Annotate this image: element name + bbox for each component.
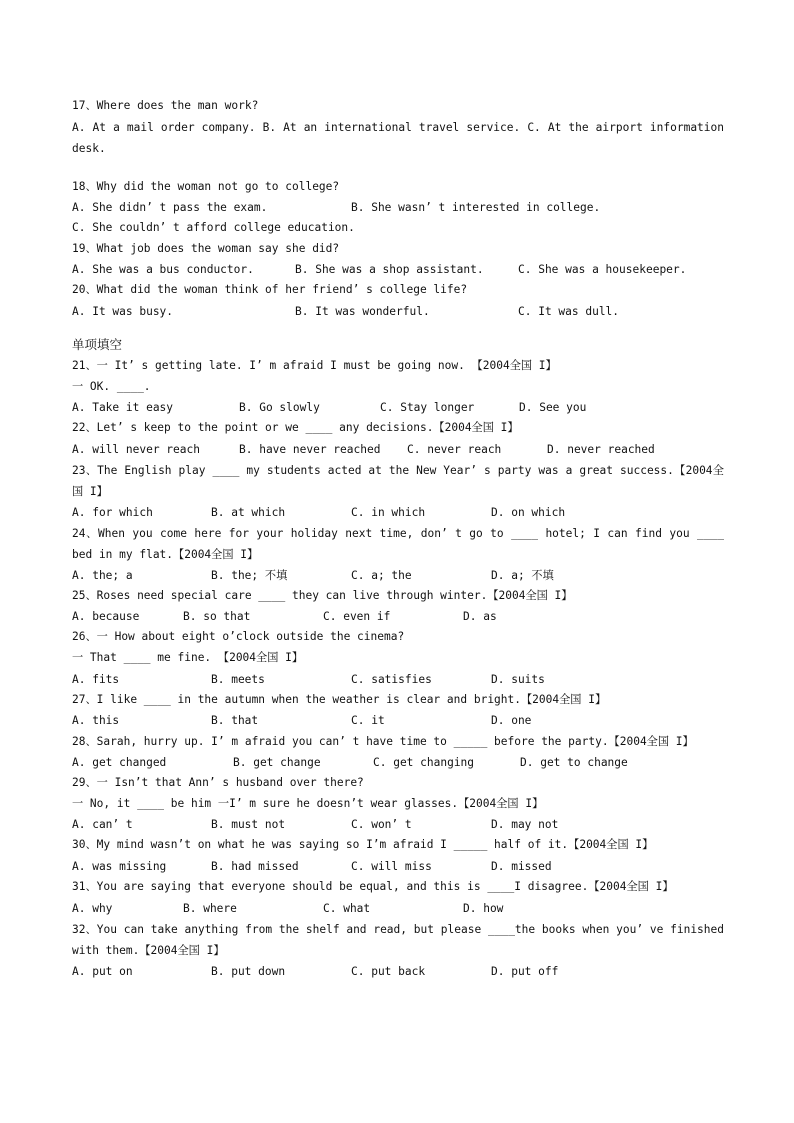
question-29-option-c: C. won’ t [351, 818, 412, 832]
question-31-option-c: C. what [323, 901, 371, 915]
question-21-option-a: A. Take it easy [72, 401, 174, 415]
question-25-option-d: D. as [463, 610, 497, 624]
question-30-option-b: B. had missed [211, 859, 299, 873]
question-17-options: A. At a mail order company. B. At an international travel service. C. At the airport information desk. [72, 120, 724, 155]
question-24-options [72, 565, 724, 586]
question-21-options [72, 397, 724, 418]
question-24-option-b: B. the; 不填 [211, 568, 288, 582]
question-25-options [72, 606, 724, 627]
question-32-option-b: B. put down [211, 964, 286, 978]
question-19-stem: 19、What job does the woman say she did? [72, 241, 340, 255]
question-28-stem: 28、Sarah, hurry up. I’ m afraid you can’ t have time to _____ before the party.【2004全国 I】 [72, 735, 694, 749]
question-27-option-d: D. one [491, 714, 532, 728]
question-30-stem: 30、My mind wasn’t on what he was saying so I’m afraid I _____ half of it.【2004全国 I】 [72, 838, 654, 852]
question-22-option-d: D. never reached [547, 442, 655, 456]
question-29-option-b: B. must not [211, 818, 286, 832]
question-28-option-a: A. get changed [72, 756, 167, 770]
question-26-option-c: C. satisfies [351, 672, 432, 686]
question-18-stem: 18、Why did the woman not go to college? [72, 179, 340, 193]
question-29-options [72, 814, 724, 835]
exam-page [72, 96, 724, 982]
question-26-options [72, 669, 724, 690]
question-31-option-a: A. why [72, 901, 113, 915]
question-21-option-d: D. See you [519, 401, 587, 415]
question-20-stem: 20、What did the woman think of her friend’ s college life? [72, 283, 468, 297]
question-29-response: 一 No, it ____ be him 一I’ m sure he doesn’t wear glasses.【2004全国 I】 [72, 796, 544, 810]
question-21-option-b: B. Go slowly [239, 401, 320, 415]
question-22-option-c: C. never reach [407, 442, 502, 456]
question-23-options [72, 502, 724, 523]
question-20-option-c: C. It was dull. [518, 304, 620, 318]
question-21-option-c: C. Stay longer [380, 401, 475, 415]
question-29-option-d: D. may not [491, 818, 559, 832]
question-32-option-c: C. put back [351, 964, 426, 978]
question-25-option-b: B. so that [183, 610, 251, 624]
question-26-option-b: B. meets [211, 672, 265, 686]
question-27-option-c: C. it [351, 714, 385, 728]
question-26-option-d: D. suits [491, 672, 545, 686]
question-30-option-d: D. missed [491, 859, 552, 873]
question-32-option-d: D. put off [491, 964, 559, 978]
question-27-option-b: B. that [211, 714, 259, 728]
question-29-stem: 29、一 Isn’t that Ann’ s husband over there? [72, 776, 364, 790]
question-22-stem: 22、Let’ s keep to the point or we ____ any decisions.【2004全国 I】 [72, 421, 519, 435]
question-26-stem: 26、一 How about eight o’clock outside the cinema? [72, 630, 405, 644]
question-28-option-d: D. get to change [520, 756, 628, 770]
question-22-option-a: A. will never reach [72, 442, 200, 456]
question-22-option-b: B. have never reached [239, 442, 381, 456]
question-31-options [72, 898, 724, 919]
question-19-option-c: C. She was a housekeeper. [518, 263, 687, 277]
question-19-option-b: B. She was a shop assistant. [295, 263, 484, 277]
question-28-option-c: C. get changing [373, 756, 475, 770]
question-30-option-c: C. will miss [351, 859, 432, 873]
question-30-options [72, 856, 724, 877]
question-27-stem: 27、I like ____ in the autumn when the weather is clear and bright.【2004全国 I】 [72, 692, 607, 706]
question-23-option-d: D. on which [491, 505, 566, 519]
question-20-option-b: B. It was wonderful. [295, 304, 430, 318]
question-21-stem: 21、一 It’ s getting late. I’ m afraid I must be going now. 【2004全国 I】 [72, 358, 557, 372]
question-17-stem: 17、Where does the man work? [72, 99, 259, 112]
question-31-option-d: D. how [463, 901, 504, 915]
question-24-stem: 24、When you come here for your holiday next time, don’ t go to ____ hotel; I can find you ____ bed in my flat.【2004全国 I】 [72, 526, 724, 561]
question-32-options [72, 961, 724, 982]
question-18-option-c: C. She couldn’ t afford college education. [72, 221, 355, 235]
question-28-options [72, 752, 724, 773]
question-19-options [72, 259, 724, 280]
question-20-option-a: A. It was busy. [72, 304, 174, 318]
question-25-option-a: A. because [72, 610, 140, 624]
question-25-option-c: C. even if [323, 610, 391, 624]
question-21-response: 一 OK. ____. [72, 379, 151, 393]
question-23-option-c: C. in which [351, 505, 426, 519]
question-23-option-b: B. at which [211, 505, 286, 519]
question-31-stem: 31、You are saying that everyone should be equal, and this is ____I disagree.【2004全国 I】 [72, 879, 674, 893]
question-23-stem: 23、The English play ____ my students acted at the New Year’ s party was a great success.【2004全国 I】 [72, 463, 724, 498]
question-27-option-a: A. this [72, 714, 120, 728]
question-32-option-a: A. put on [72, 964, 133, 978]
question-24-option-a: A. the; a [72, 568, 133, 582]
section-title: 单项填空 [72, 336, 123, 352]
question-18-options-row1 [72, 197, 724, 218]
question-27-options [72, 710, 724, 731]
question-28-option-b: B. get change [233, 756, 321, 770]
question-24-option-d: D. a; 不填 [491, 568, 554, 582]
question-19-option-a: A. She was a bus conductor. [72, 263, 254, 277]
question-25-stem: 25、Roses need special care ____ they can live through winter.【2004全国 I】 [72, 588, 573, 602]
question-29-option-a: A. can’ t [72, 818, 133, 832]
question-22-options [72, 439, 724, 460]
question-26-response: 一 That ____ me fine. 【2004全国 I】 [72, 650, 304, 664]
question-31-option-b: B. where [183, 901, 237, 915]
question-18-option-a: A. She didn’ t pass the exam. [72, 201, 268, 215]
question-32-stem: 32、You can take anything from the shelf and read, but please ____the books when you’ ve finished with them.【2004全国 I】 [72, 922, 724, 957]
question-30-option-a: A. was missing [72, 859, 167, 873]
question-24-option-c: C. a; the [351, 568, 412, 582]
question-26-option-a: A. fits [72, 672, 120, 686]
question-20-options [72, 301, 724, 322]
question-18-option-b: B. She wasn’ t interested in college. [351, 201, 601, 215]
question-23-option-a: A. for which [72, 505, 153, 519]
